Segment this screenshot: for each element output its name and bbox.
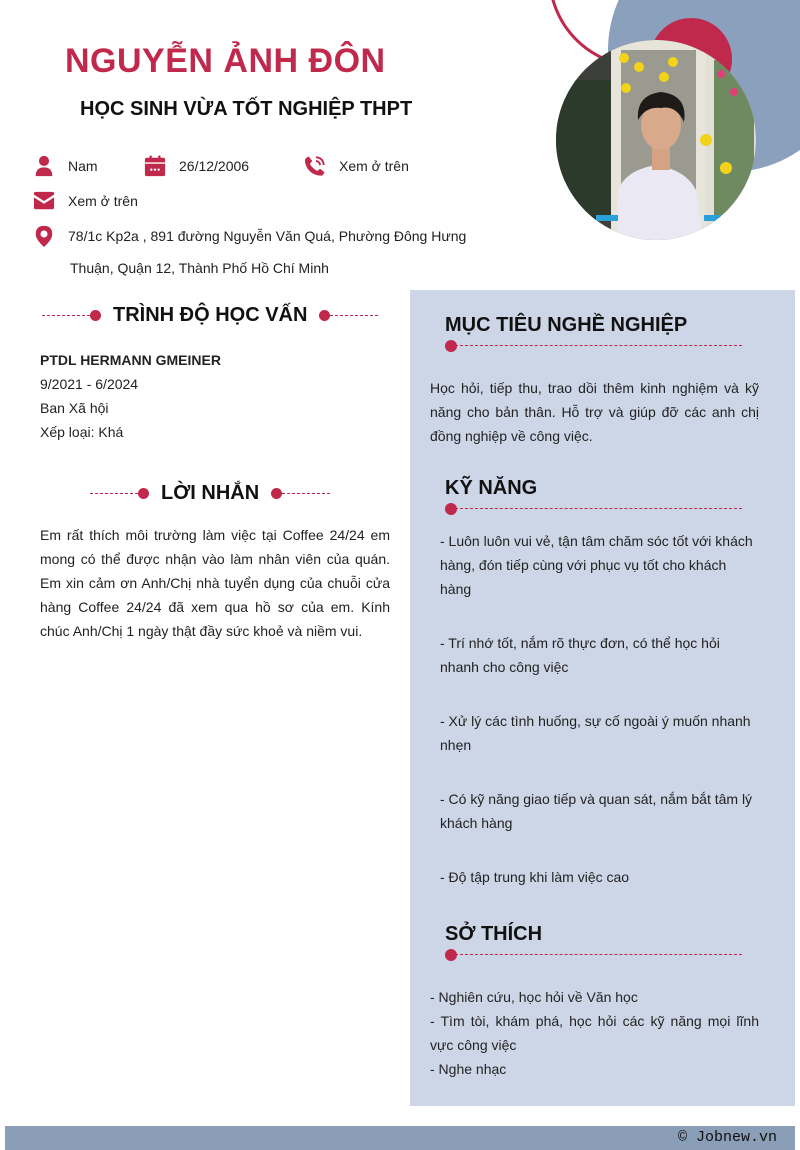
skill-item: - Trí nhớ tốt, nắm rõ thực đơn, có thể học hỏi nhanh cho công việc — [440, 635, 720, 675]
copyright-text: © Jobnew.vn — [677, 1129, 777, 1146]
section-title: LỜI NHẮN — [161, 482, 260, 504]
gender-value: Nam — [68, 158, 98, 174]
address-row — [33, 225, 466, 247]
hobby-item: - Nghe nhạc — [430, 1061, 507, 1077]
skills-title: KỸ NĂNG — [445, 477, 538, 499]
education-grade: Xếp loại: Khá — [40, 424, 124, 440]
job-title: HỌC SINH VỪA TỐT NGHIỆP THPT — [80, 98, 413, 120]
birthdate-value: 26/12/2006 — [179, 158, 250, 174]
email-value: Xem ở trên — [68, 193, 138, 209]
address-line-2: Thuận, Quận 12, Thành Phố Hồ Chí Minh — [70, 260, 329, 276]
bullet-dot — [319, 310, 330, 321]
education-entry — [40, 348, 221, 444]
phone-row — [304, 155, 409, 177]
skill-item: - Độ tập trung khi làm việc cao — [440, 869, 630, 885]
envelope-icon — [33, 190, 55, 212]
user-icon — [33, 155, 55, 177]
message-heading — [90, 482, 330, 505]
candidate-name: NGUYỄN ẢNH ĐÔN — [65, 42, 386, 80]
email-row — [33, 190, 138, 212]
education-track: Ban Xã hội — [40, 400, 109, 416]
footer-bar — [5, 1126, 795, 1150]
hobbies-title: SỞ THÍCH — [445, 923, 543, 945]
gender-row — [33, 155, 98, 177]
calendar-icon — [144, 155, 166, 177]
divider — [330, 315, 378, 316]
avatar — [556, 40, 756, 240]
hobbies-divider — [445, 949, 742, 961]
education-heading — [42, 304, 378, 327]
school-name: PTDL HERMANN GMEINER — [40, 352, 221, 368]
divider — [90, 493, 138, 494]
bullet-dot — [90, 310, 101, 321]
objective-divider — [445, 340, 742, 352]
education-period: 9/2021 - 6/2024 — [40, 376, 139, 392]
skill-item: - Xử lý các tình huống, sự cố ngoài ý muốn nhanh nhẹn — [440, 713, 751, 753]
bullet-dot — [271, 488, 282, 499]
objective-title: MỤC TIÊU NGHỀ NGHIỆP — [445, 314, 688, 336]
address-row-2 — [70, 260, 329, 276]
right-panel — [410, 290, 795, 1106]
bullet-dot — [138, 488, 149, 499]
skills-divider — [445, 503, 742, 515]
divider — [42, 315, 90, 316]
message-text: Em rất thích môi trường làm việc tại Coffee 24/24 em mong có thể được nhận vào làm nhân viên của quán. Em xin cảm ơn Anh/Chị nhà tuyển dụng của chuỗi cửa hàng Coffee 24/24 đã xem qua hồ sơ của em. Kính chúc Anh/Chị 1 ngày thật đầy sức khoẻ và niềm vui. — [40, 527, 390, 639]
divider — [282, 493, 330, 494]
objective-text: Học hỏi, tiếp thu, trao dồi thêm kinh nghiệm và kỹ năng cho bản thân. Hỗ trợ và giúp đỡ các anh chị đồng nghiệp về công việc. — [430, 380, 759, 444]
birthdate-row — [144, 155, 249, 177]
skill-item: - Luôn luôn vui vẻ, tận tâm chăm sóc tốt với khách hàng, đón tiếp cùng với phục vụ tốt cho khách hàng — [440, 533, 753, 597]
location-pin-icon — [33, 225, 55, 247]
skill-item: - Có kỹ năng giao tiếp và quan sát, nắm bắt tâm lý khách hàng — [440, 791, 753, 831]
phone-value: Xem ở trên — [339, 158, 409, 174]
section-title: TRÌNH ĐỘ HỌC VẤN — [113, 304, 308, 326]
hobby-item: - Tìm tòi, khám phá, học hỏi các kỹ năng mọi lĩnh vực công việc — [430, 1013, 759, 1053]
hobby-item: - Nghiên cứu, học hỏi về Văn học — [430, 989, 638, 1005]
address-line-1: 78/1c Kp2a , 891 đường Nguyễn Văn Quá, Phường Đông Hưng — [68, 228, 467, 244]
phone-icon — [304, 155, 326, 177]
